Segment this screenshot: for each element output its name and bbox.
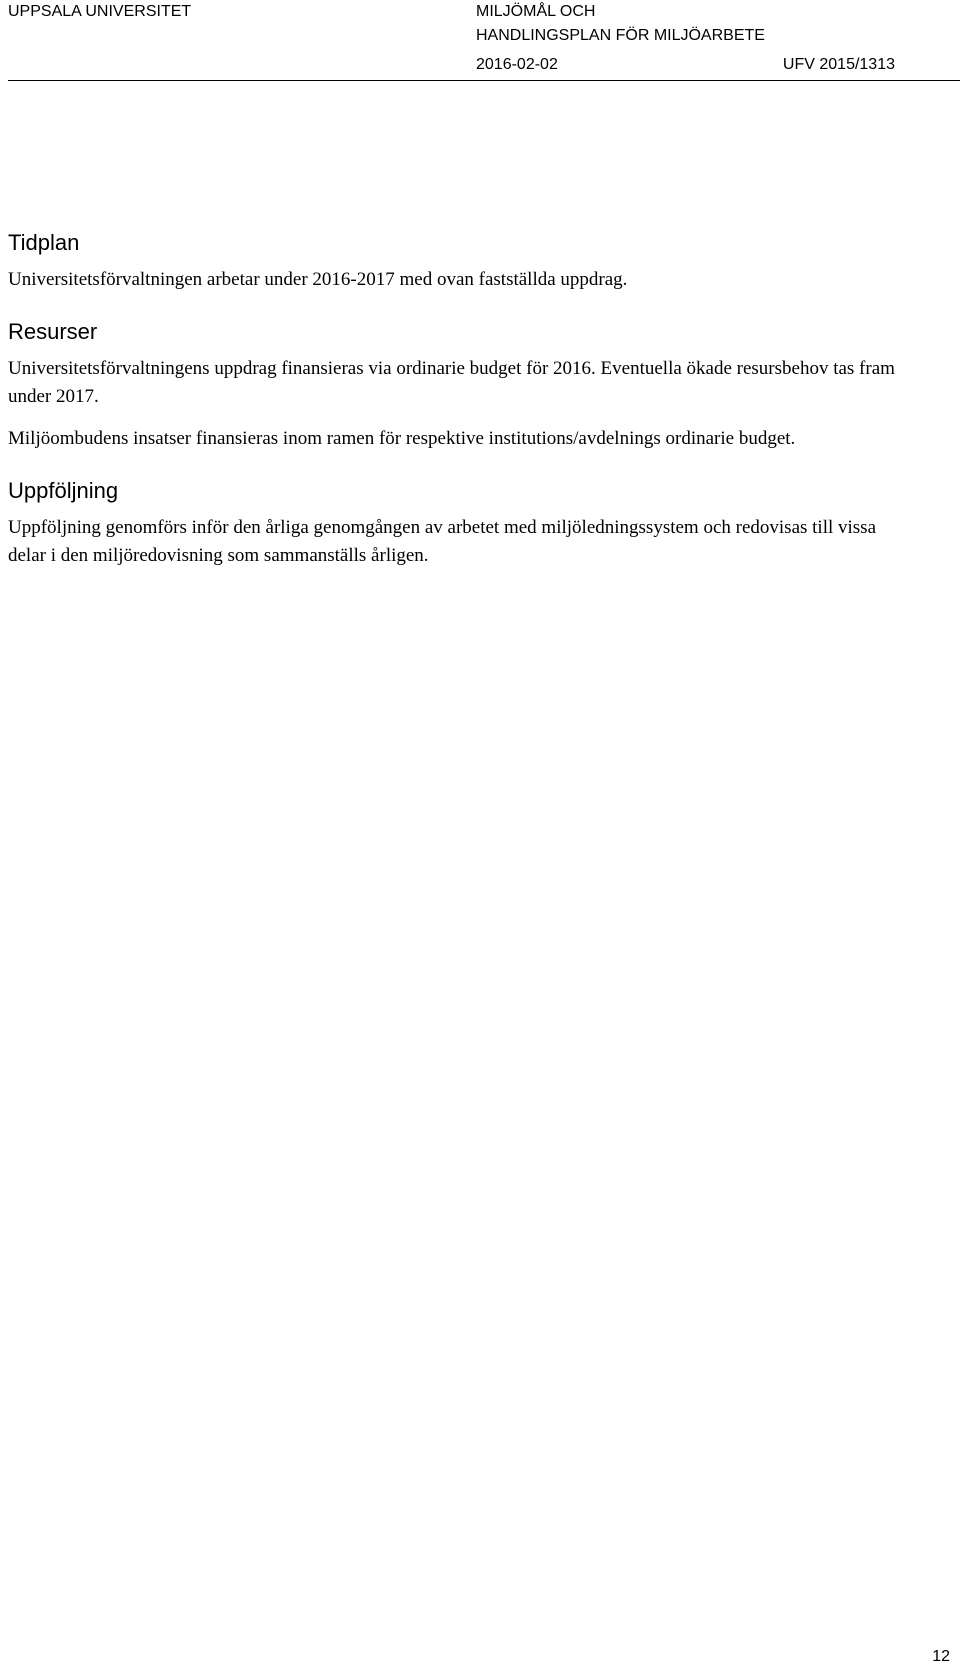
header-divider [8, 80, 960, 81]
paragraph: Universitetsförvaltningens uppdrag finansieras via ordinarie budget för 2016. Eventuella ökade resursbehov tas fram under 2017. [8, 358, 895, 407]
document-title-line-2: HANDLINGSPLAN FÖR MILJÖARBETE [476, 27, 765, 44]
document-body [8, 228, 908, 593]
section-resurser [8, 317, 908, 453]
document-title [476, 0, 765, 48]
paragraph: Uppföljning genomförs inför den årliga genomgången av arbetet med miljöledningssystem och redovisas till vissa delar i den miljöredovisning som sammanställs årligen. [8, 517, 877, 566]
section-uppfoljning [8, 476, 908, 570]
paragraph: Universitetsförvaltningen arbetar under 2016-2017 med ovan fastställda uppdrag. [8, 269, 628, 290]
section-tidplan [8, 228, 908, 294]
paragraph: Miljöombudens insatser finansieras inom ramen för respektive institutions/avdelnings ordinarie budget. [8, 428, 796, 449]
section-heading: Tidplan [8, 230, 80, 255]
section-heading: Uppföljning [8, 478, 119, 503]
section-heading: Resurser [8, 319, 98, 344]
document-date: 2016-02-02 [476, 56, 558, 73]
organization-name: UPPSALA UNIVERSITET [8, 3, 192, 20]
page-header [0, 0, 960, 80]
document-reference: UFV 2015/1313 [782, 56, 895, 73]
page-number: 12 [932, 1648, 950, 1665]
document-title-line-1: MILJÖMÅL OCH [476, 3, 596, 20]
